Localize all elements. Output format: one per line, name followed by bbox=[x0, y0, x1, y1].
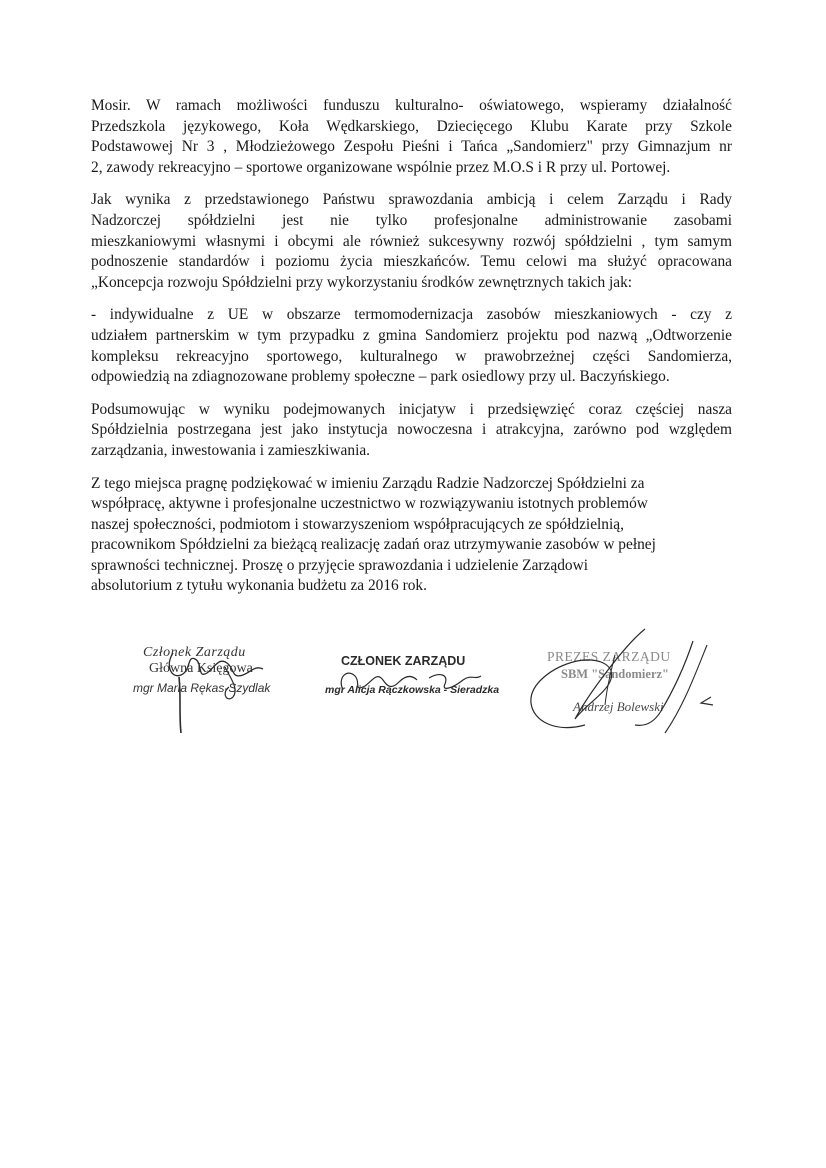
text-line: pracownikom Spółdzielni za bieżącą realizację zadań oraz utrzymywanie zasobów w pełnej bbox=[91, 536, 656, 554]
text-line: Przedszkola językowego, Koła Wędkarskiego, Dziecięcego Klubu Karate przy Szkole bbox=[91, 117, 732, 135]
text-line: podnoszenie standardów i poziomu życia mieszkańców. Temu celowi ma służyć opracowana bbox=[91, 253, 732, 271]
signature-right bbox=[515, 615, 725, 740]
handwritten-signature-left bbox=[135, 645, 305, 745]
text-line: Jak wynika z przedstawionego Państwu sprawozdania ambicją i celem Zarządu i Rady bbox=[91, 191, 732, 209]
signature-right-line1: PREZES ZARZĄDU bbox=[547, 649, 671, 664]
text-line: kompleksu rekreacyjno sportowego, kulturalnego w prawobrzeżnej części Sandomierza, bbox=[91, 347, 732, 365]
body-text bbox=[91, 96, 732, 609]
paragraph bbox=[91, 96, 732, 178]
text-line: naszej społeczności, podmiotom i stowarzyszeniom współpracujących ze spółdzielnią, bbox=[91, 515, 624, 533]
signature-middle bbox=[325, 650, 515, 710]
signature-left bbox=[135, 645, 305, 745]
text-line: Mosir. W ramach możliwości funduszu kulturalno- oświatowego, wspieramy działalność bbox=[91, 97, 732, 114]
text-line: współpracę, aktywne i profesjonalne uczestnictwo w rozwiązywaniu istotnych problemów bbox=[91, 495, 648, 513]
paragraph bbox=[91, 400, 732, 462]
text-line: Nadzorczej spółdzielni jest nie tylko profesjonalne administrowanie zasobami bbox=[91, 211, 732, 229]
text-line: 2, zawody rekreacyjno – sportowe organizowane wspólnie przez M.O.S i R przy ul. Portowej. bbox=[91, 158, 671, 176]
text-line: Z tego miejsca pragnę podziękować w imieniu Zarządu Radzie Nadzorczej Spółdzielni za bbox=[91, 474, 645, 492]
text-line: odpowiedzią na zdiagnozowane problemy społeczne – park osiedlowy przy ul. Baczyńskiego. bbox=[91, 368, 670, 386]
paragraph bbox=[91, 474, 732, 598]
signature-right-line2: SBM "Sandomierz" bbox=[561, 667, 669, 681]
handwritten-signature-middle bbox=[325, 650, 515, 710]
text-line: Spółdzielnia postrzegana jest jako instytucja nowoczesna i atrakcyjna, zarówno pod względem bbox=[91, 421, 732, 439]
text-line: udziałem partnerskim w tym przypadku z gmina Sandomierz projektu pod nazwą „Odtworzenie bbox=[91, 326, 732, 344]
text-line: Podstawowej Nr 3 , Młodzieżowego Zespołu Pieśni i Tańca „Sandomierz" przy Gimnazjum nr bbox=[91, 138, 732, 156]
signature-left-line1: Członek Zarządu bbox=[143, 645, 246, 660]
text-line: - indywidualne z UE w obszarze termomodernizacja zasobów mieszkaniowych - czy z bbox=[91, 306, 732, 324]
signature-right-name: Andrzej Bolewski bbox=[573, 699, 664, 714]
signature-left-line2: Główna Księgowa bbox=[149, 661, 253, 676]
text-line: zarządzania, inwestowania i zamieszkiwania. bbox=[91, 441, 371, 459]
signature-left-line3: mgr Maria Rękas-Szydlak bbox=[133, 681, 271, 695]
paragraph bbox=[91, 190, 732, 293]
signature-middle-title: CZŁONEK ZARZĄDU bbox=[341, 654, 466, 668]
text-line: absolutorium z tytułu wykonania budżetu za 2016 rok. bbox=[91, 577, 427, 595]
paragraph bbox=[91, 305, 732, 387]
signature-middle-name: mgr Alicja Rączkowska - Sieradzka bbox=[325, 684, 500, 696]
text-line: mieszkaniowymi własnymi i obcymi ale również sukcesywny rozwój spółdzielni , tym samym bbox=[91, 232, 732, 250]
text-line: Podsumowując w wyniku podejmowanych inicjatyw i przedsięwzięć coraz częściej nasza bbox=[91, 400, 732, 418]
text-line: sprawności technicznej. Proszę o przyjęcie sprawozdania i udzielenie Zarządowi bbox=[91, 556, 588, 574]
text-line: „Koncepcja rozwoju Spółdzielni przy wykorzystaniu środków zewnętrznych takich jak: bbox=[91, 273, 633, 291]
handwritten-signature-right bbox=[515, 615, 725, 740]
